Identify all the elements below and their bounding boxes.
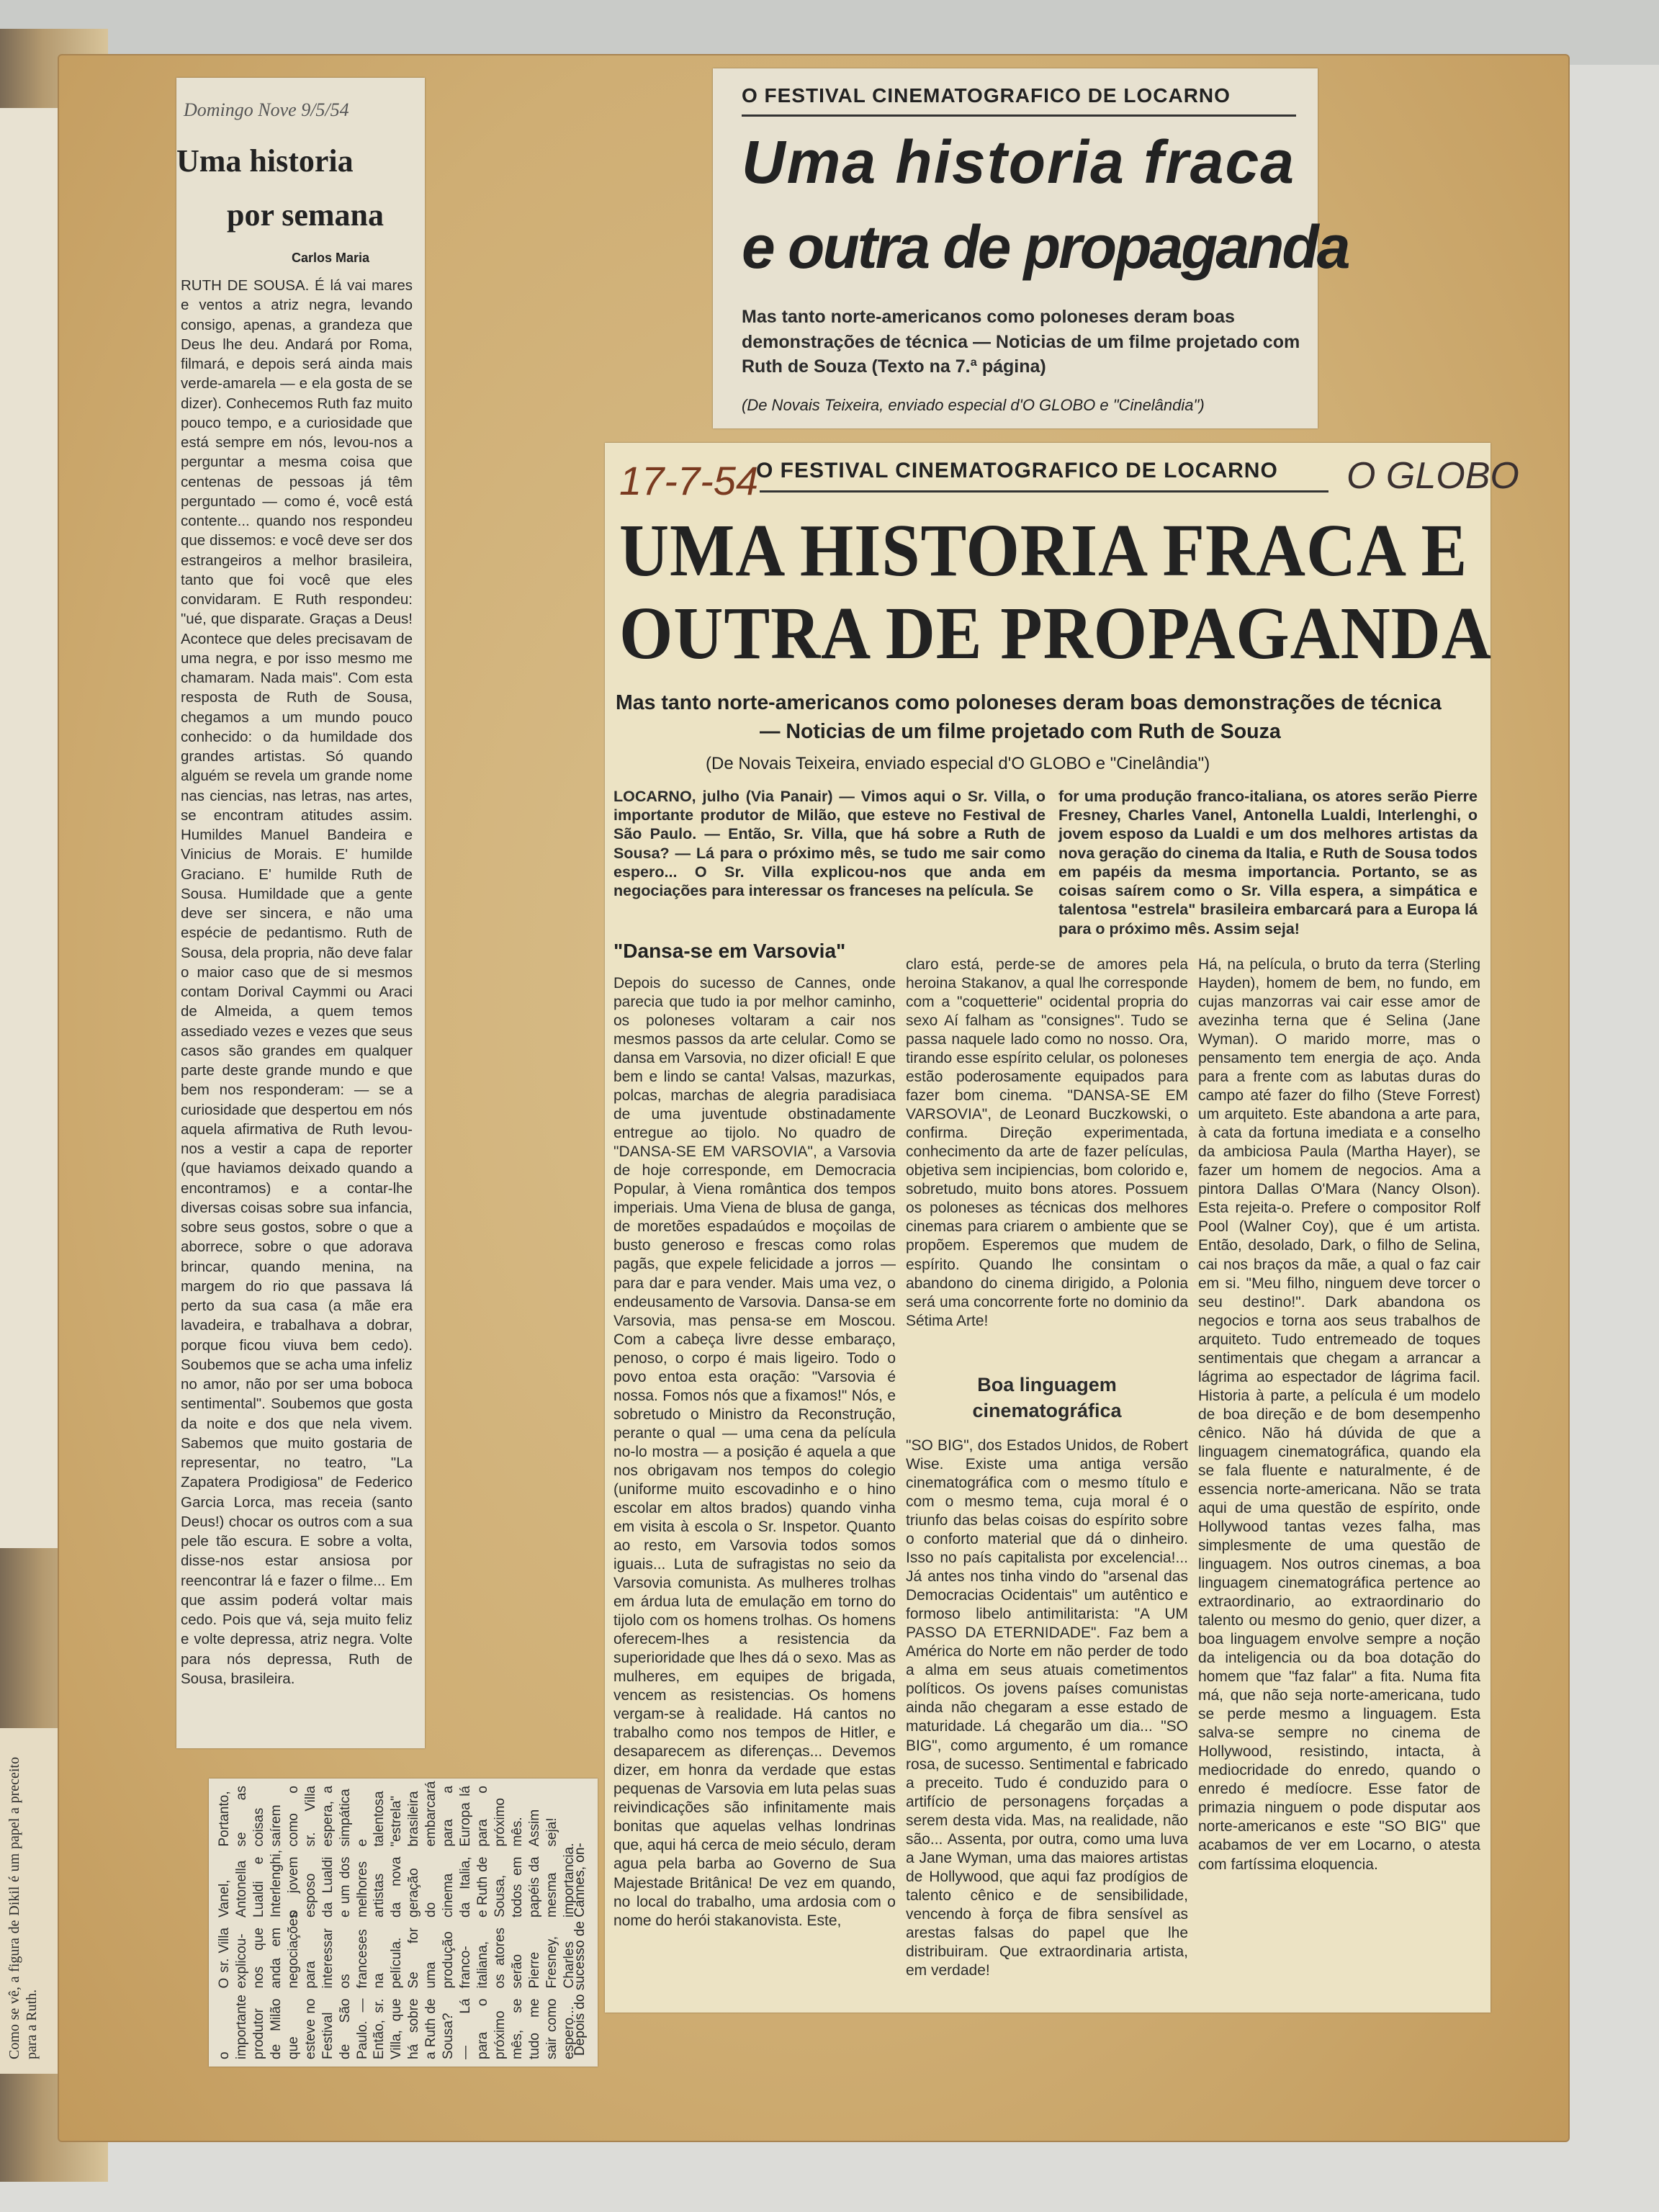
bottom-clip-body: o importante produtor de Milão que esteve no Festival de São Paulo. — Então, sr. Villa, que há sobre a Ruth de Sousa? — Lá para o próximo mês, se tudo me sair como espero... O sr. Villa explicou-nos que anda em negociações para interessar os franceses na película. Se for uma produção franco-italiana, os atores serão Pierre Fresney, Charles Vanel, Antonella Lualdi e Interlenghi, o jovem esposo da Lualdi e um dos melhores artistas da nova geração do cinema da Italia, e Ruth de Sousa, todos em papéis da mesma importancia. Portanto, se as coisas saírem como o sr. Villa espera, a simpática e talentosa "estrela" brasileira embarcará para a Europa lá para o próximo mês. Assim seja! xyxy=(217,1781,577,2059)
clip-body: RUTH DE SOUSA. É lá vai mares e ventos a atriz negra, levando consigo, apenas, a grandeza que Deus lhe deu. Andará por Roma, filmará, e depois será ainda mais verde-amarela — e ela gosta de se dizer). Conhecemos Ruth faz muito pouco tempo, e a curiosidade que está sempre em nós, levou-nos a perguntar a mesma coisa que centenas de pessoas já têm perguntado — como é, você está contente... quando nos respondeu que dissemos: e você deve ser dos estrangeiros a melhor brasileira, tanto que foi você que eles convidaram. E Ruth respondeu: "ué, que disparate. Graças a Deus! Acontece que deles precisavam de uma negra, e por isso mesmo me chamaram. Nada mais". Com esta resposta de Ruth de Sousa, chegamos a um mundo pouco conhecido: o da humildade dos grandes artistas. Só quando alguém se revela um grande nome nas ciencias, nas letras, nas artes, se encontram atitudes assim. Humildes Manuel Bandeira e Vinicius de Morais. E' humilde Graciano. E' humilde Ruth de Sousa. Humildade que a gente deve ser sincera, e não uma espécie de pedantismo. Ruth de Sousa, dela propria, não deve falar o maior caso que de si mesmos contam Dorival Caymmi ou Araci de Almeida, a quem temos assediado vezes e vezes que seus casos são grandes em qualquer parte deste grande mundo e que bem nos responderam: — se a curiosidade que despertou em nós aquela afirmativa de Ruth levou-nos a vestir a capa de reporter (que haviamos deixado quando a encontramos) e a contar-lhe diversas coisas sobre sua infancia, sobre seus gostos, sobre o que a aborrece, sobre o que adorava brincar, quando menina, na margem do rio que passava lá perto da sua casa (a mãe era lavadeira, e trabalhava a dobrar, porque ficou viuva bem cedo). Soubemos que se acha uma infeliz no amor, não por ser uma boboca sentimental". Soubemos que gosta da noite e dos que nela vivem. Sabemos que muito gostaria de representar, no teatro, "La Zapatera Prodigiosa" de Federico Garcia Lorca, mas receia (santo Deus!) chocar os outros com a sua pele tão escura. E sobre a volta, disse-nos estar ansiosa por reencontrar lá e fazer o filme... Em que assim poderá voltar mais cedo. Pois que vá, seja muito feliz e volte depressa, atriz negra. Volte para nós depressa, Ruth de Sousa, brasileira. xyxy=(181,277,413,1687)
article-dek-line1: Mas tanto norte-americanos como poloneses deram boas demonstrações de técnica xyxy=(616,691,1442,714)
top-title-line2: e outra de propaganda xyxy=(742,213,1349,281)
article-title-line2: OUTRA DE PROPAGANDA xyxy=(619,592,1492,675)
bottom-clip-tail: Depois do sucesso de Cannes, on- xyxy=(572,1843,588,2056)
clip-title-line2: por semana xyxy=(227,197,384,233)
clip-title-line1: Uma historia xyxy=(176,143,354,179)
facing-page-edge xyxy=(0,108,58,1548)
article-kicker: O FESTIVAL CINEMATOGRAFICO DE LOCARNO xyxy=(756,459,1278,482)
article-column-1: Depois do sucesso de Cannes, onde parecia que tudo ia por melhor caminho, os poloneses voltaram a cair nos mesmos passos da arte celular. Como se dansa em Varsovia, no dizer oficial! E que bem e lindo se canta! Valsas, mazurkas, polcas, marchas de alegria paradisiaca de uma juventude obstinadamente entregue ao tijolo. No quadro de "DANSA-SE EM VARSOVIA", a Varsovia de hoje corresponde, em Democracia Popular, à Viena romântica dos tempos imperiais. Uma Viena de blusa de ganga, de moretões espadaúdos e moçoilas de busto generoso e frescas como rolas pagãs, que expele felicidade a jorros — para dar e para vender. Mais uma vez, o endeusamento de Varsovia. Dansa-se em Varsovia, mas pensa-se em Moscou. Com a cabeça livre desse embaraço, penoso, o corpo é mais ligeiro. Todo o povo entoa esta oração: "Varsovia é nossa. Fomos nós que a fixamos!" Nós, e sobretudo o Ministro da Reconstrução, perante o qual — uma cena da película no-lo mostra — a posição é aquela a que nos obrigavam nos tempos do colegio (uniforme muito escovadinho e o hino escolar em altos brados) quando vinha em visita à escola o Sr. Inspetor. Quanto ao resto, em Varsovia todos somos iguais... Luta de sufragistas no seio da Varsovia comunista. As mulheres trolhas em árdua luta de emulação em torno do tijolo com os homens trolhas. Os homens oferecem-lhes a resistencia da superioridade que lhes dá o sexo. Mas as mulheres, em equipes de brigada, vencem as resistencias. Os homens vergam-se à realidade. Há cantos no trabalho como nos tempos de Hitler, e desaparecem as diferenças... Devemos dizer, em honra da verdade que estas pequenas de Varsovia em luta pelas suas reivindicações são infinitamente mais bonitas que aquelas velhas londrinas que, aqui há cerca de meio século, deram agua pela barba ao Governo de Sua Majestade Britânica! De vez em quando, no local do trabalho, uma ardosia com o nome do herói stakanovista. Este, xyxy=(613,975,896,1929)
left-column-clipping xyxy=(176,78,425,1748)
hand-note-source: O GLOBO xyxy=(1346,455,1519,497)
top-credit: (De Novais Teixeira, enviado especial d'O GLOBO e "Cinelândia") xyxy=(742,396,1205,414)
article-column-3: Há, na película, o bruto da terra (Sterling Hayden), homem de bem, no fundo, em cujas manzorras vai cair esse amor de avezinha terna que é Selina (Jane Wyman). O marido morre, mas o pensamento tem energia de aço. Anda para a frente com as labutas duras do campo até fazer do filho (Steve Forrest) um arquiteto. Este abandona a arte para, à cata da fortuna imediata e a conselho da ambiciosa Paula (Martha Hayer), se fazer um homem de negocios. Ama a pintora Dallas O'Mara (Nancy Olson). Esta rejeita-o. Prefere o compositor Rolf Pool (Walner Coy), que é um artista. Então, desolado, Dark, o filho de Selina, cai nos braços da mãe, a qual o faz cair em si. "Meu filho, ninguem deve torcer o seu destino!". Dark abandona os negocios e torna aos seus trabalhos de arquiteto. Tudo entremeado de toques sentimentais que chegam a arrancar a lágrima ao espectador de lágrima facil. Historia à parte, a película é um modelo de boa direção e de bom desempenho cênico. Não há dúvida de que a linguagem cinematográfica, quando ela se fala fluente e naturalmente, é de essencia norte-americana. Não se trata aqui de uma questão de espírito, onde Hollywood tantas vezes falha, mas simplesmente de uma questão de linguagem. Nos outros cinemas, a boa linguagem cinematográfica pertence ao extraordinario, ao extraordinario do talento ou mesmo do genio, quer dizer, a boa linguagem envolve sempre a noção da inteligencia ou da boa dotação do homem que "faz falar" a fita. Numa fita má, que não seja norte-americana, tudo se perde mesmo a linguagem. Esta salva-se sempre no cinema de Hollywood, resistindo, intacta, à mediocridade do enredo, quando o enredo é medíocre. Esse fator de primazia ninguem o pode disputar aos norte-americanos e este "SO BIG" que acabamos de ver em Locarno, o atesta com fartíssima eloquencia. xyxy=(1198,956,1480,1873)
main-article-clipping xyxy=(605,443,1519,2013)
article-column-2: claro está, perde-se de amores pela heroina Stakanov, a qual lhe corresponde com a "coquetterie" ocidental propria do sexo Aí falham as "consignes". Tudo se passa naquele lado como no nosso. Ora, tirando esse espírito celular, os poloneses estão poderosamente equipados para fazer bom cinema. "DANSA-SE EM VARSOVIA", de Leonard Buczkowski, o confirma. Direção experimentada, conhecimento da arte de fazer películas, objetiva sem incipiencias, bom colorido e, sobretudo, muito bons atores. Possuem os poloneses as técnicas dos melhores cinemas para criarem o ambiente que se propõem. Esperemos que mudem de espírito. Quando lhe consintam o abandono do cinema dirigido, a Polonia será uma concorrente forte no dominio da Sétima Arte! xyxy=(906,956,1188,1329)
facing-page-clipping xyxy=(0,1728,58,2074)
article-dek-line2: — Noticias de um filme projetado com Ruth de Souza xyxy=(760,720,1281,743)
bottom-rotated-clipping xyxy=(209,1779,598,2067)
top-dek: Mas tanto norte-americanos como poloneses deram boas demonstrações de técnica — Noticias de um filme projetado com Ruth de Souza (Texto na 7.ª página) xyxy=(742,307,1300,377)
hand-note-date: 17-7-54 xyxy=(619,458,759,503)
subhead-dansa: "Dansa-se em Varsovia" xyxy=(613,940,846,962)
far-left-clip-text: Como se vê, a figura de Dikil é um papel a preceito para a Ruth. xyxy=(6,1757,40,2059)
top-headline-clipping xyxy=(713,68,1349,428)
subhead-linguagem: Boa linguagem cinematográfica xyxy=(972,1374,1122,1422)
clip-source-date: Domingo Nove 9/5/54 xyxy=(184,99,349,120)
article-lead-left: LOCARNO, julho (Via Panair) — Vimos aqui o Sr. Villa, o importante produtor de Milão, que esteve no Festival de São Paulo. — Então, Sr. Villa, que há sobre a Ruth de Sousa? — Lá para o próximo mês, se tudo me sair como espero... O Sr. Villa explicou-nos que anda em negociações para interessar os franceses na película. Se xyxy=(613,788,1046,900)
clip-byline: Carlos Maria xyxy=(292,251,370,265)
article-credit: (De Novais Teixeira, enviado especial d'O GLOBO e "Cinelândia") xyxy=(706,754,1210,773)
top-kicker: O FESTIVAL CINEMATOGRAFICO DE LOCARNO xyxy=(742,84,1231,107)
article-column-2b: "SO BIG", dos Estados Unidos, de Robert Wise. Existe uma antiga versão cinematográfica com o mesmo título e com o mesmo tema, cuja moral é o triunfo das belas coisas do espírito sobre o conforto material que dá o dinheiro. Isso no país capitalista por excelencia!... Já antes nos tinha vindo do "arsenal das Democracias Ocidentais" um autêntico e formoso libelo antimilitarista: "A UM PASSO DA ETERNIDADE". Faz bem a América do Norte em não perder de todo a alma em seus atuais cometimentos políticos. Os jovens países comunistas ainda não chegaram a esse estado de maturidade. Lá chegarão um dia... "SO BIG", como argumento, é um romance rosa, de sucesso. Sentimental e fabricado a preceito. Tudo é conduzido para o artifício de personagens forçadas a serem desta vida. Mas, na realidade, não são... Assenta, por outra, como uma luva a Jane Wyman, uma das maiores artistas de Hollywood, que aqui faz prodígios de talento cênico e de sensibilidade, vencendo à força de fibra sensível as arestas falsas do papel que lhe distribuiram. Que extraordinaria artista, em verdade! xyxy=(906,1437,1188,1979)
article-title-line1: UMA HISTORIA FRACA E xyxy=(619,509,1468,592)
article-lead-right: for uma produção franco-italiana, os atores serão Pierre Fresney, Charles Vanel, Antonella Lualdi, Interlenghi, o jovem esposo da Lualdi e um dos melhores artistas da nova geração do cinema da Italia, e Ruth de Sousa todos em papéis da mesma importancia. Portanto, se as coisas saírem como o Sr. Villa espera, a simpática e talentosa "estrela" brasileira embarcará para a Europa lá para o próximo mês. Assim seja! xyxy=(1058,788,1478,938)
top-title-line1: Uma historia fraca xyxy=(742,128,1295,196)
